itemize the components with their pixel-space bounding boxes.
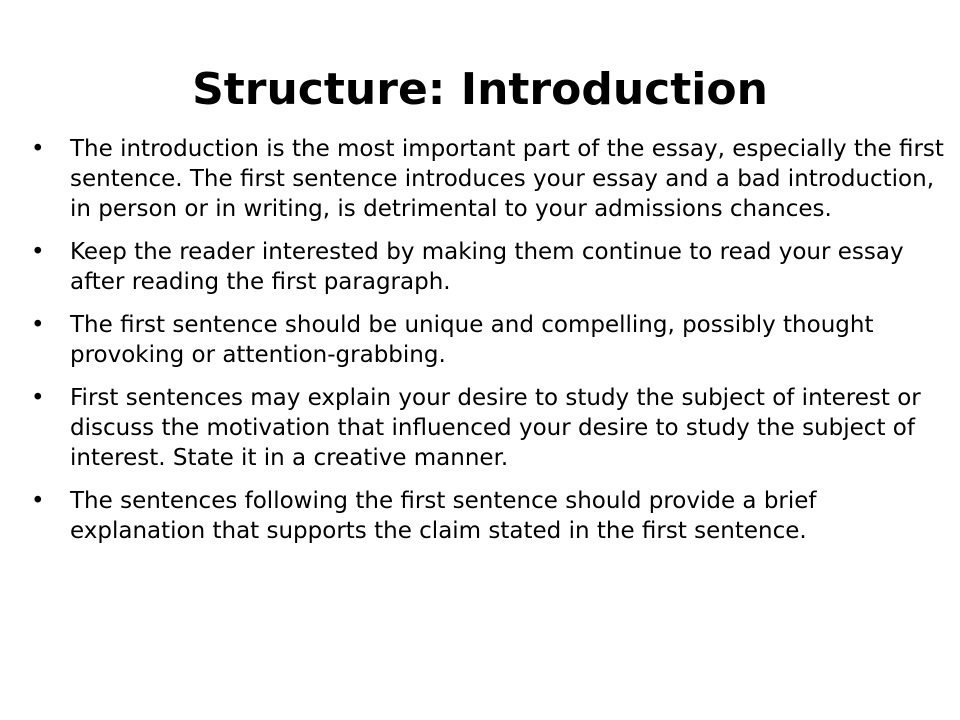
bullet-dot-icon: • [31,488,45,514]
bullet-list [30,134,950,559]
bullet-text: The introduction is the most important part of the essay, especially the first sentence. The first sentence introduces your essay and a bad introduction, in person or in writing, is detrimental to your admissions chances. [70,136,944,222]
bullet-item [30,383,950,473]
slide-title: Structure: Introduction [192,64,768,115]
bullet-text: The first sentence should be unique and compelling, possibly thought provoking or attention-grabbing. [70,312,874,368]
bullet-item [30,486,950,546]
bullet-text: Keep the reader interested by making them continue to read your essay after reading the first paragraph. [70,239,904,295]
bullet-item [30,237,950,297]
bullet-item [30,134,950,224]
bullet-text: The sentences following the first sentence should provide a brief explanation that supports the claim stated in the first sentence. [70,488,817,544]
bullet-text: First sentences may explain your desire to study the subject of interest or discuss the motivation that influenced your desire to study the subject of interest. State it in a creative manner. [70,385,921,471]
bullet-dot-icon: • [31,385,45,411]
bullet-dot-icon: • [31,136,45,162]
bullet-dot-icon: • [31,312,45,338]
bullet-dot-icon: • [31,239,45,265]
bullet-item [30,310,950,370]
